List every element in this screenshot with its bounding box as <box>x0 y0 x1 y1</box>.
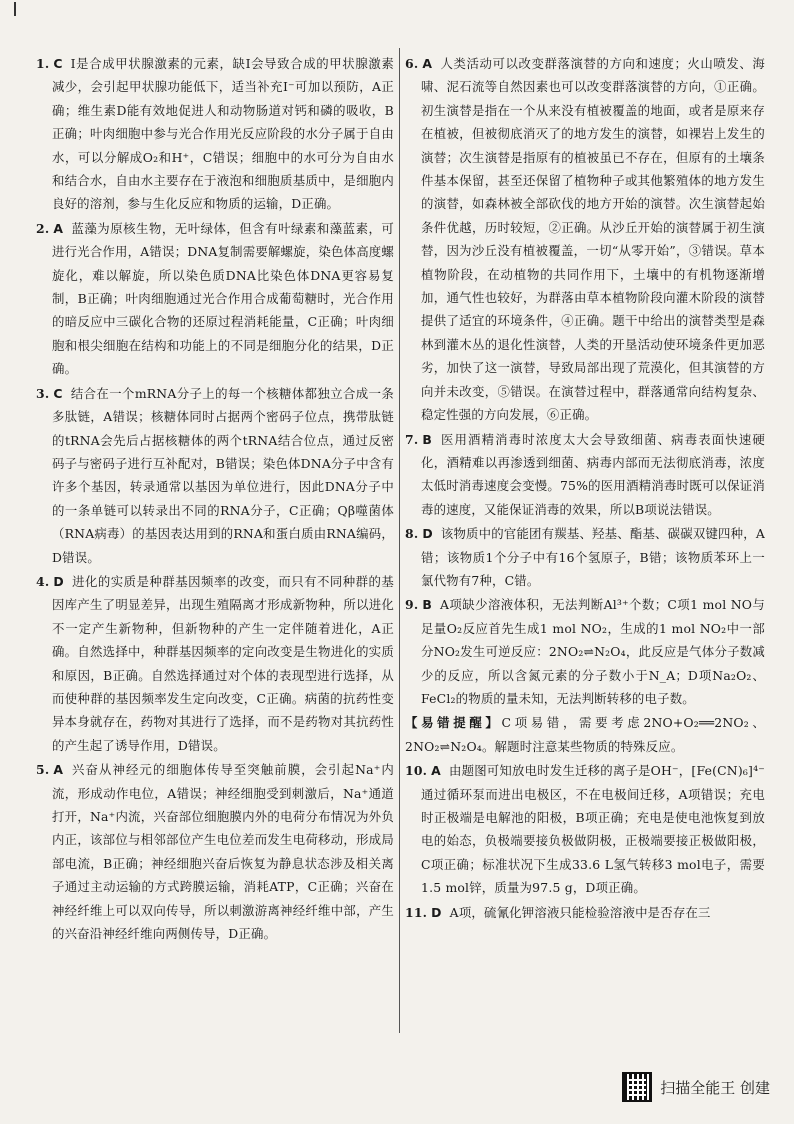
scanner-watermark <box>622 1070 770 1104</box>
left-column <box>36 52 394 946</box>
answer-item-2: 2. A 蓝藻为原核生物，无叶绿体，但含有叶绿素和藻蓝素，可进行光合作用，A错误；DNA复制需要解螺旋，染色体高度螺旋化，难以解旋，所以染色质DNA比染色体DNA更容易复制，B正确；叶肉细胞通过光合作用合成葡萄糖时，光合作用的暗反应中三碳化合物的还原过程消耗能量，C正确；叶肉细胞和根尖细胞在结构和功能上的不同是细胞分化的结果，D正确。 <box>36 220 394 377</box>
watermark-text: 扫描全能王 创建 <box>660 1078 770 1097</box>
right-column <box>405 52 765 925</box>
answer-item-1: 1. C I是合成甲状腺激素的元素，缺I会导致合成的甲状腺激素减少，会引起甲状腺功能低下，适当补充I⁻可加以预防，A正确；维生素D能有效地促进人和动物肠道对钙和磷的吸收，B正确；叶肉细胞中参与光合作用光反应阶段的水分子属于自由水，可以分解成O₂和H⁺，C错误；细胞中的水可分为自由水和结合水，自由水主要存在于液泡和细胞质基质中，是细胞内良好的溶剂，参与生化反应和物质的运输，D正确。 <box>36 56 394 212</box>
answer-item-5: 5. A 兴奋从神经元的细胞体传导至突触前膜，会引起Na⁺内流，形成动作电位，A错误；神经细胞受到刺激后，Na⁺通道打开，Na⁺内流，兴奋部位细胞膜内外的电荷分布情况为外负内正，该部位与相邻部位产生电位差而发生电荷移动，形成局部电流，B正确；神经细胞兴奋后恢复为静息状态涉及相关离子通过主动运输的方式跨膜运输，消耗ATP，C正确；兴奋在神经纤维上可以双向传导，所以刺激游离神经纤维中部，产生的兴奋沿神经纤维向两侧传导，D正确。 <box>36 762 394 942</box>
answer-item-6: 6. A 人类活动可以改变群落演替的方向和速度；火山喷发、海啸、泥石流等自然因素也可以改变群落演替的方向，①正确。初生演替是指在一个从来没有植被覆盖的地面，或者是原来存在植被，但被彻底消灭了的地方发生的演替，如裸岩上发生的演替；次生演替是指原有的植被虽已不存在，但原有的土壤条件基本保留，甚至还保留了植物种子或其他繁殖体的地方发生的演替，如森林被全部砍伐的地方开始的演替。次生演替起始条件优越，历时较短，②正确。从沙丘开始的演替属于初生演替，因为沙丘没有植被覆盖，一切“从零开始”，③错误。草本植物阶段，在动植物的共同作用下，土壤中的有机物逐渐增加，通气性也较好，为群落由草本植物阶段向灌木阶段的演替提供了适宜的环境条件，④正确。题干中给出的演替类型是森林到灌木丛的退化性演替，人类的开垦活动使环境条件更加恶劣，加快了这一演替，导致局部出现了荒漠化，但其演替的方向并未改变，⑤错误。在演替过程中，群落通常向结构复杂、稳定性强的方向发展，⑥正确。 <box>405 56 765 423</box>
answer-item-10: 10. A 由题图可知放电时发生迁移的离子是OH⁻，[Fe(CN)₆]⁴⁻通过循环泵而进出电极区，不在电极间迁移，A项错误；充电时正极端是电解池的阳极，B项正确；充电是使电池恢复到放电的始态，负极端要接负极做阴极，正极端要接正极做阳极，C项正确；标准状况下生成33.6 L氢气转移3 mol电子，需要1.5 mol锌，质量为97.5 g，D项正确。 <box>405 763 765 896</box>
answer-item-3: 3. C 结合在一个mRNA分子上的每一个核糖体都独立合成一条多肽链，A错误；核糖体同时占据两个密码子位点，携带肽链的tRNA会先后占据核糖体的两个tRNA结合位点，通过反密码子与密码子进行互补配对，B错误；染色体DNA分子中含有许多个基因，转录通常以基因为单位进行，因此DNA分子中的一条单链可以转录出不同的RNA分子，C正确；Qβ噬菌体（RNA病毒）的基因表达用到的RNA和蛋白质由RNA编码，D错误。 <box>36 385 394 565</box>
answer-item-9: 9. B A项缺少溶液体积，无法判断Al³⁺个数；C项1 mol NO与足量O₂反应首先生成1 mol NO₂，生成的1 mol NO₂中一部分NO₂发生可逆反应：2NO₂⇌N₂O₄，此反应是气体分子数减少的反应，所以含氮元素的分子数小于N_A；D项Na₂O₂、FeCl₂的物质的量未知，无法判断转移的电子数。 <box>405 597 765 706</box>
answer-item-7: 7. B 医用酒精消毒时浓度太大会导致细菌、病毒表面快速硬化，酒精难以再渗透到细菌、病毒内部而无法彻底消毒，浓度太低时消毒速度会变慢。75%的医用酒精消毒时既可以保证消毒的速度，又能保证消毒的效果，所以B项说法错误。 <box>405 431 765 517</box>
answer-item-4: 4. D 进化的实质是种群基因频率的改变，而只有不同种群的基因库产生了明显差异，出现生殖隔离才形成新物种，所以进化不一定产生新物种，但新物种的产生一定伴随着进化，A正确。自然选择中，种群基因频率的定向改变是生物进化的实质和原因，B正确。自然选择通过对个体的表现型进行选择，从而使种群的基因频率发生定向改变，C正确。病菌的抗药性变异本身就存在，药物对其进行了选择，而不是药物对其抗药性的产生起了诱导作用，D错误。 <box>36 573 394 753</box>
answer-item-11: 11. D A项，硫氰化钾溶液只能检验溶液中是否存在三 <box>405 904 711 920</box>
corner-mark <box>14 2 16 16</box>
qr-code-icon <box>622 1072 652 1102</box>
column-divider <box>399 48 400 1033</box>
answer-item-8: 8. D 该物质中的官能团有羰基、羟基、酯基、碳碳双键四种，A错；该物质1个分子中有16个氢原子，B错；该物质苯环上一氯代物有7种，C错。 <box>405 526 765 588</box>
error-tip: 【易错提醒】C项易错，需要考虑2NO+O₂══2NO₂、2NO₂⇌N₂O₄。解题时注意某些物质的特殊反应。 <box>405 715 766 754</box>
